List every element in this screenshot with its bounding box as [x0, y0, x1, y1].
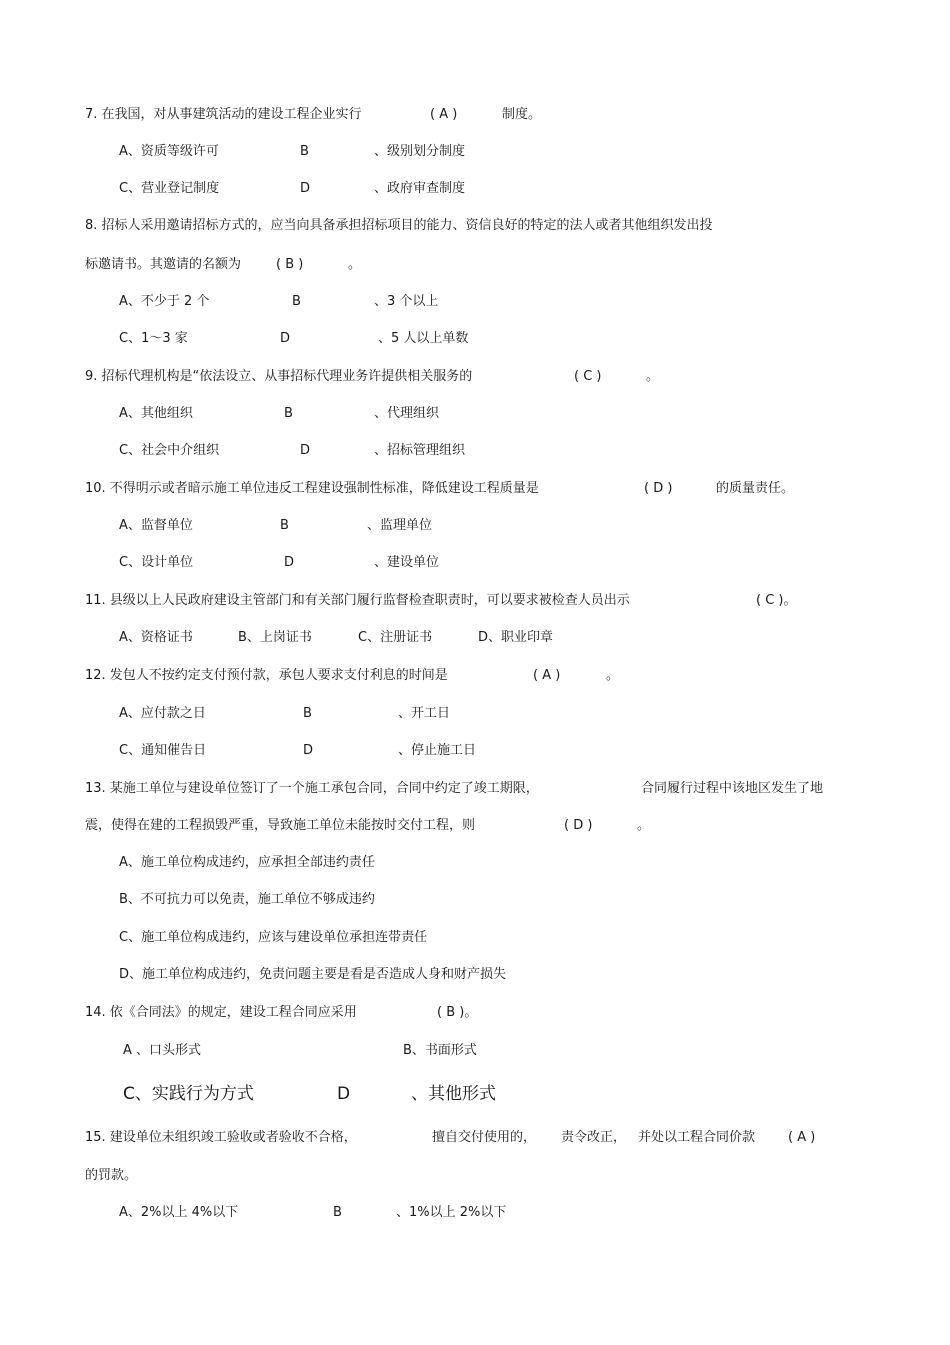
option-a: A、2%以上 4%以下 — [119, 1205, 239, 1220]
option-d-letter: D — [300, 443, 311, 458]
option-d: D、施工单位构成违约，免责问题主要是看是否造成人身和财产损失 — [119, 967, 507, 982]
question-8-answer: ( B ) — [276, 257, 304, 272]
option-d: 、停止施工日 — [398, 743, 477, 758]
question-8-tail: 。 — [348, 257, 362, 272]
option-c: C、社会中介组织 — [119, 443, 220, 458]
option-d-letter: D — [280, 331, 291, 346]
question-9-answer: ( C ) — [574, 369, 602, 384]
question-15-answer: ( A ) — [788, 1130, 816, 1145]
option-b: 、监理单位 — [367, 518, 433, 533]
option-b-letter: B — [303, 706, 312, 721]
question-12-tail: 。 — [606, 668, 620, 683]
option-b: 、级别划分制度 — [374, 144, 466, 159]
option-a: A、其他组织 — [119, 406, 193, 421]
option-b-letter: B — [292, 294, 301, 309]
option-a: A、施工单位构成违约，应承担全部违约责任 — [119, 855, 375, 870]
option-d: 、建设单位 — [374, 555, 440, 570]
option-d-letter: D — [300, 181, 311, 196]
option-a: A 、口头形式 — [123, 1043, 202, 1058]
option-d-letter: D — [303, 743, 314, 758]
option-b: B、上岗证书 — [238, 630, 312, 645]
question-13-answer: ( D ) — [564, 818, 593, 833]
question-15-stem-part2: 擅自交付使用的， — [432, 1130, 537, 1145]
option-d: 、其他形式 — [411, 1084, 496, 1104]
option-b: 、代理组织 — [374, 406, 440, 421]
question-9-stem: 9. 招标代理机构是“依法设立、从事招标代理业务许提供相关服务的 — [85, 369, 473, 384]
question-13-stem-part1: 13. 某施工单位与建设单位签订了一个施工承包合同，合同中约定了竣工期限， — [85, 781, 539, 796]
option-b: 、开工日 — [398, 706, 451, 721]
question-15-stem-line2: 的罚款。 — [85, 1168, 138, 1183]
option-d: 、5 人以上单数 — [378, 331, 469, 346]
option-c: C、设计单位 — [119, 555, 194, 570]
question-13-stem-line2: 震，使得在建的工程损毁严重，导致施工单位未能按时交付工程，则 — [85, 818, 476, 833]
option-b-letter: B — [280, 518, 289, 533]
option-c: C、实践行为方式 — [123, 1084, 254, 1104]
question-13-stem-part2: 合同履行过程中该地区发生了地 — [641, 781, 824, 796]
option-a: A、不少于 2 个 — [119, 294, 210, 309]
question-15-stem-part3: 责令改正， — [561, 1130, 627, 1145]
question-10-tail: 的质量责任。 — [716, 481, 795, 496]
option-b-letter: B — [284, 406, 293, 421]
option-c: C、营业登记制度 — [119, 181, 220, 196]
question-15-stem-part4: 并处以工程合同价款 — [638, 1130, 756, 1145]
option-d: 、政府审查制度 — [374, 181, 466, 196]
option-c: C、施工单位构成违约，应该与建设单位承担连带责任 — [119, 930, 428, 945]
option-d: 、招标管理组织 — [374, 443, 466, 458]
option-c: C、1～3 家 — [119, 331, 188, 346]
option-d-letter: D — [284, 555, 295, 570]
option-b: B、不可抗力可以免责，施工单位不够成违约 — [119, 892, 375, 907]
option-b: B、书面形式 — [403, 1043, 477, 1058]
question-7-tail: 制度。 — [502, 107, 542, 122]
question-15-stem-part1: 15. 建设单位未组织竣工验收或者验收不合格， — [85, 1130, 357, 1145]
option-d: D、职业印章 — [478, 630, 554, 645]
question-10-answer: ( D ) — [644, 481, 673, 496]
question-11-answer: ( C )。 — [756, 593, 797, 608]
option-c: C、注册证书 — [358, 630, 433, 645]
option-b-letter: B — [333, 1205, 342, 1220]
question-9-tail: 。 — [646, 369, 660, 384]
option-b: 、3 个以上 — [374, 294, 439, 309]
question-7-answer: ( A ) — [430, 107, 458, 122]
option-a: A、资格证书 — [119, 630, 193, 645]
option-a: A、应付款之日 — [119, 706, 206, 721]
option-b: 、1%以上 2%以下 — [396, 1205, 507, 1220]
option-d-letter: D — [337, 1084, 351, 1104]
option-a: A、监督单位 — [119, 518, 193, 533]
option-b-letter: B — [300, 144, 309, 159]
option-c: C、通知催告日 — [119, 743, 207, 758]
question-7-stem: 7. 在我国，对从事建筑活动的建设工程企业实行 — [85, 107, 362, 122]
question-13-tail: 。 — [637, 818, 651, 833]
question-14-stem: 14. 依《合同法》的规定，建设工程合同应采用 — [85, 1005, 357, 1020]
question-12-answer: ( A ) — [533, 668, 561, 683]
question-12-stem: 12. 发包人不按约定支付预付款，承包人要求支付利息的时间是 — [85, 668, 448, 683]
option-a: A、资质等级许可 — [119, 144, 219, 159]
question-10-stem: 10. 不得明示或者暗示施工单位违反工程建设强制性标准，降低建设工程质量是 — [85, 481, 539, 496]
question-8-stem-line1: 8. 招标人采用邀请招标方式的，应当向具备承担招标项目的能力、资信良好的特定的法人或者其他组织发出投 — [85, 218, 713, 233]
question-14-answer: ( B )。 — [437, 1005, 478, 1020]
question-8-stem-line2: 标邀请书。其邀请的名额为 — [85, 257, 242, 272]
question-11-stem: 11. 县级以上人民政府建设主管部门和有关部门履行监督检查职责时，可以要求被检查人员出示 — [85, 593, 630, 608]
